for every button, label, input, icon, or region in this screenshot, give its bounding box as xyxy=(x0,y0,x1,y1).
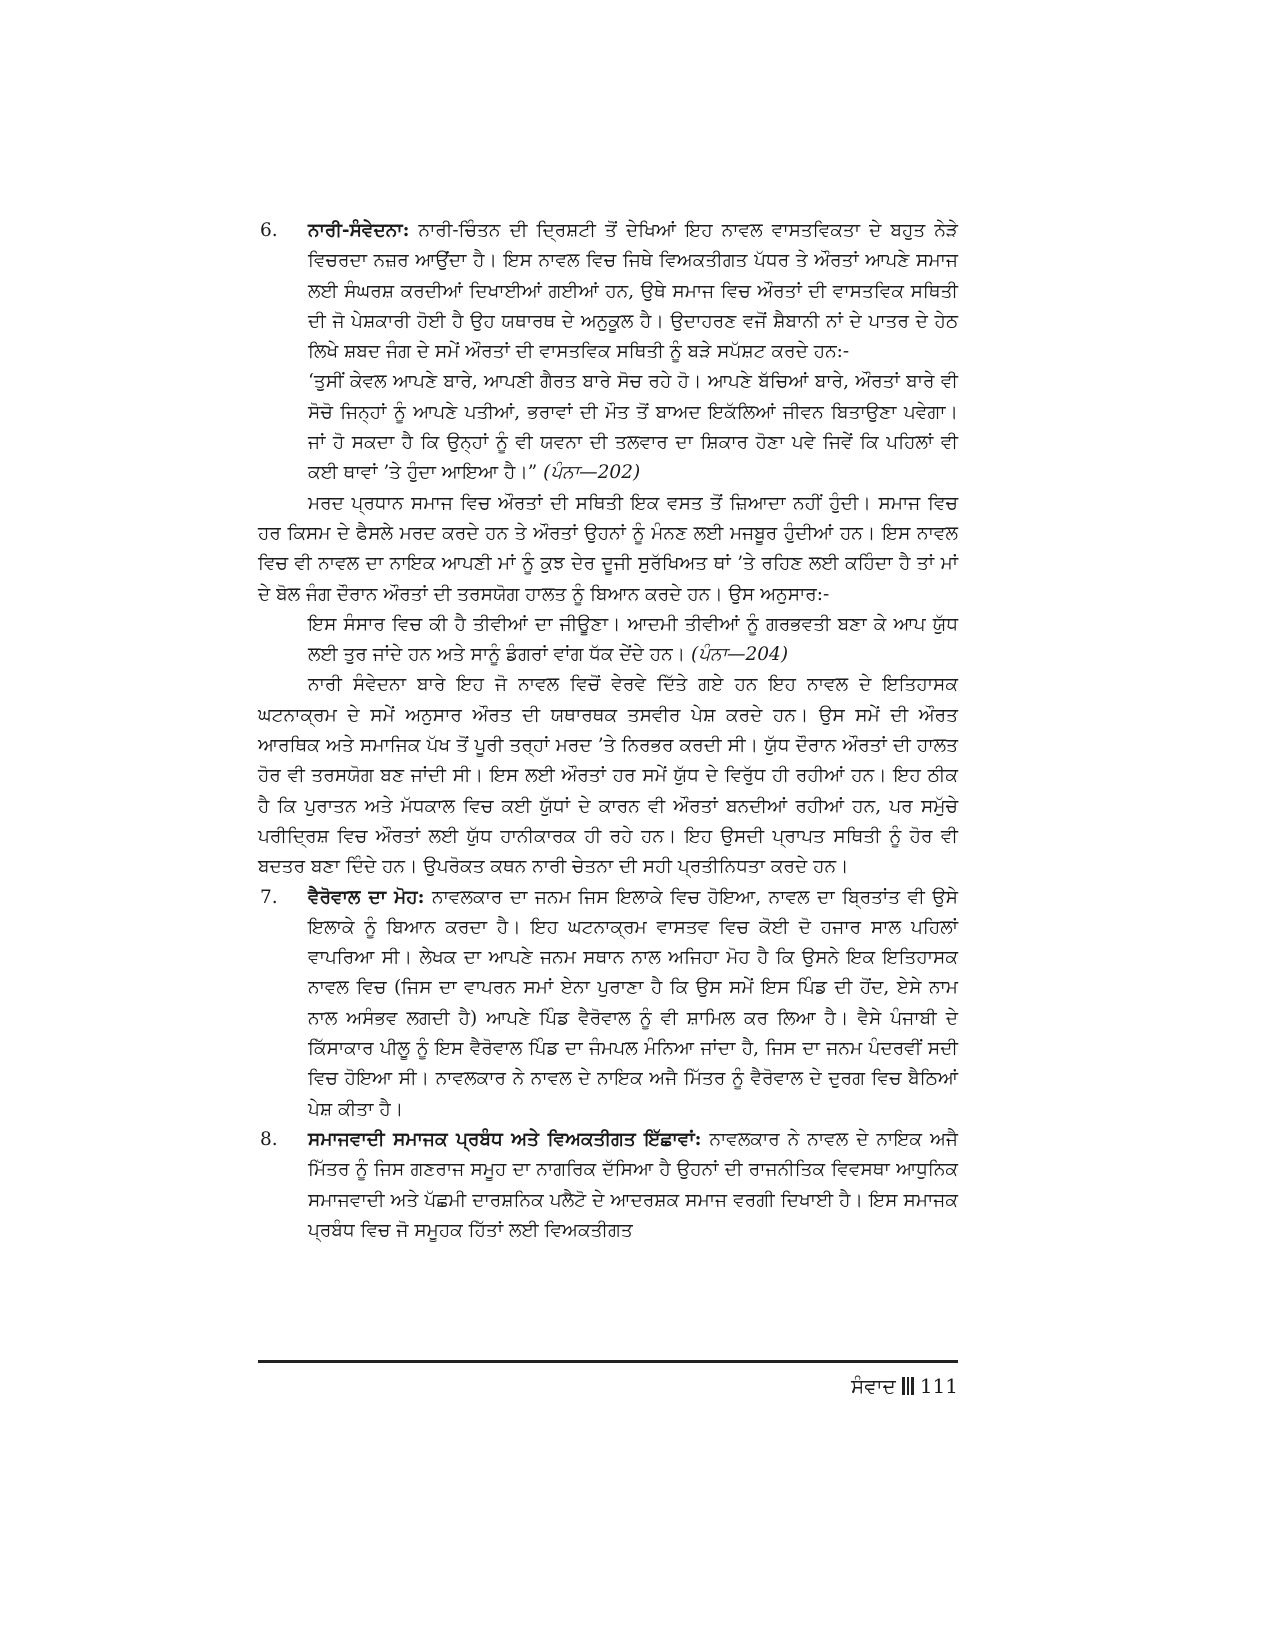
section-number: 8. xyxy=(260,1128,278,1150)
paragraph: ਨਾਰੀ ਸੰਵੇਦਨਾ ਬਾਰੇ ਇਹ ਜੋ ਨਾਵਲ ਵਿਚੋਂ ਵੇਰਵੇ ਦਿੱਤੇ ਗਏ ਹਨ ਇਹ ਨਾਵਲ ਦੇ ਇਤਿਹਾਸਕ ਘਟਨਾਕ੍ਰਮ ਦੇ ਸਮੇਂ ਅਨੁਸਾਰ ਔਰਤ ਦੀ ਯਥਾਰਥਕ ਤਸਵੀਰ ਪੇਸ਼ ਕਰਦੇ ਹਨ। ਉਸ ਸਮੇਂ ਦੀ ਔਰਤ ਆਰਥਿਕ ਅਤੇ ਸਮਾਜਿਕ ਪੱਖ ਤੋਂ ਪੂਰੀ ਤਰ੍ਹਾਂ ਮਰਦ ’ਤੇ ਨਿਰਭਰ ਕਰਦੀ ਸੀ। ਯੁੱਧ ਦੌਰਾਨ ਔਰਤਾਂ ਦੀ ਹਾਲਤ ਹੋਰ ਵੀ ਤਰਸਯੋਗ ਬਣ ਜਾਂਦੀ ਸੀ। ਇਸ ਲਈ ਔਰਤਾਂ ਹਰ ਸਮੇਂ ਯੁੱਧ ਦੇ ਵਿਰੁੱਧ ਹੀ ਰਹੀਆਂ ਹਨ। ਇਹ ਠੀਕ ਹੈ ਕਿ ਪੁਰਾਤਨ ਅਤੇ ਮੱਧਕਾਲ ਵਿਚ ਕਈ ਯੁੱਧਾਂ ਦੇ ਕਾਰਨ ਵੀ ਔਰਤਾਂ ਬਨਦੀਆਂ ਰਹੀਆਂ ਹਨ, ਪਰ ਸਮੁੱਚੇ ਪਰੀਦ੍ਰਿਸ਼ ਵਿਚ ਔਰਤਾਂ ਲਈ ਯੁੱਧ ਹਾਨੀਕਾਰਕ ਹੀ ਰਹੇ ਹਨ। ਇਹ ਉਸਦੀ ਪ੍ਰਾਪਤ ਸਥਿਤੀ ਨੂੰ ਹੋਰ ਵੀ ਬਦਤਰ ਬਣਾ ਦਿੰਦੇ ਹਨ। ਉਪਰੋਕਤ ਕਥਨ ਨਾਰੀ ਚੇਤਨਾ ਦੀ ਸਹੀ ਪ੍ਰਤੀਨਿਧਤਾ ਕਰਦੇ ਹਨ। xyxy=(258,674,958,878)
section-8 xyxy=(258,1125,958,1246)
footer-rule xyxy=(258,1360,958,1363)
page-citation: (ਪੰਨਾ—202) xyxy=(543,462,641,484)
quote-text: ‘ਤੁਸੀਂ ਕੇਵਲ ਆਪਣੇ ਬਾਰੇ, ਆਪਣੀ ਗੈਰਤ ਬਾਰੇ ਸੋਚ ਰਹੇ ਹੋ। ਆਪਣੇ ਬੱਚਿਆਂ ਬਾਰੇ, ਔਰਤਾਂ ਬਾਰੇ ਵੀ ਸੋਚੋ ਜਿਨ੍ਹਾਂ ਨੂੰ ਆਪਣੇ ਪਤੀਆਂ, ਭਰਾਵਾਂ ਦੀ ਮੌਤ ਤੋਂ ਬਾਅਦ ਇਕੱਲਿਆਂ ਜੀਵਨ ਬਿਤਾਉਣਾ ਪਵੇਗਾ। ਜਾਂ ਹੋ ਸਕਦਾ ਹੈ ਕਿ ਉਨ੍ਹਾਂ ਨੂੰ ਵੀ ਯਵਨਾ ਦੀ ਤਲਵਾਰ ਦਾ ਸ਼ਿਕਾਰ ਹੋਣਾ ਪਵੇ ਜਿਵੇਂ ਕਿ ਪਹਿਲਾਂ ਵੀ ਕਈ ਥਾਵਾਂ ’ਤੇ ਹੁੰਦਾ ਆਇਆ ਹੈ।” xyxy=(308,371,958,484)
section-heading: ਵੈਰੋਵਾਲ ਦਾ ਮੋਹ: xyxy=(308,886,425,908)
section-text: ਨਾਵਲਕਾਰ ਦਾ ਜਨਮ ਜਿਸ ਇਲਾਕੇ ਵਿਚ ਹੋਇਆ, ਨਾਵਲ ਦਾ ਬ੍ਰਿਤਾਂਤ ਵੀ ਉਸੇ ਇਲਾਕੇ ਨੂੰ ਬਿਆਨ ਕਰਦਾ ਹੈ। ਇਹ ਘਟਨਾਕ੍ਰਮ ਵਾਸਤਵ ਵਿਚ ਕੋਈ ਦੋ ਹਜਾਰ ਸਾਲ ਪਹਿਲਾਂ ਵਾਪਰਿਆ ਸੀ। ਲੇਖਕ ਦਾ ਆਪਣੇ ਜਨਮ ਸਥਾਨ ਨਾਲ ਅਜਿਹਾ ਮੋਹ ਹੈ ਕਿ ਉਸਨੇ ਇਕ ਇਤਿਹਾਸਕ ਨਾਵਲ ਵਿਚ (ਜਿਸ ਦਾ ਵਾਪਰਨ ਸਮਾਂ ਏਨਾ ਪੁਰਾਣਾ ਹੈ ਕਿ ਉਸ ਸਮੇਂ ਇਸ ਪਿੰਡ ਦੀ ਹੋਂਦ, ਏਸੇ ਨਾਮ ਨਾਲ ਅਸੰਭਵ ਲਗਦੀ ਹੈ) ਆਪਣੇ ਪਿੰਡ ਵੈਰੋਵਾਲ ਨੂੰ ਵੀ ਸ਼ਾਮਿਲ ਕਰ ਲਿਆ ਹੈ। ਵੈਸੇ ਪੰਜਾਬੀ ਦੇ ਕਿੱਸਾਕਾਰ ਪੀਲੂ ਨੂੰ ਇਸ ਵੈਰੋਵਾਲ ਪਿੰਡ ਦਾ ਜੰਮਪਲ ਮੰਨਿਆ ਜਾਂਦਾ ਹੈ, ਜਿਸ ਦਾ ਜਨਮ ਪੰਦਰਵੀਂ ਸਦੀ ਵਿਚ ਹੋਇਆ ਸੀ। ਨਾਵਲਕਾਰ ਨੇ ਨਾਵਲ ਦੇ ਨਾਇਕ ਅਜੈ ਮਿੱਤਰ ਨੂੰ ਵੈਰੋਵਾਲ ਦੇ ਦੁਰਗ ਵਿਚ ਬੈਠਿਆਂ ਪੇਸ਼ ਕੀਤਾ ਹੈ। xyxy=(308,886,958,1120)
section-number: 7. xyxy=(260,886,278,908)
bars-icon xyxy=(902,1377,914,1395)
paragraph: ਮਰਦ ਪ੍ਰਧਾਨ ਸਮਾਜ ਵਿਚ ਔਰਤਾਂ ਦੀ ਸਥਿਤੀ ਇਕ ਵਸਤ ਤੋਂ ਜ਼ਿਆਦਾ ਨਹੀਂ ਹੁੰਦੀ। ਸਮਾਜ ਵਿਚ ਹਰ ਕਿਸਮ ਦੇ ਫੈਸਲੇ ਮਰਦ ਕਰਦੇ ਹਨ ਤੇ ਔਰਤਾਂ ਉਹਨਾਂ ਨੂੰ ਮੰਨਣ ਲਈ ਮਜਬੂਰ ਹੁੰਦੀਆਂ ਹਨ। ਇਸ ਨਾਵਲ ਵਿਚ ਵੀ ਨਾਵਲ ਦਾ ਨਾਇਕ ਆਪਣੀ ਮਾਂ ਨੂੰ ਕੁਝ ਦੇਰ ਦੂਜੀ ਸੁਰੱਖਿਅਤ ਥਾਂ ’ਤੇ ਰਹਿਣ ਲਈ ਕਹਿੰਦਾ ਹੈ ਤਾਂ ਮਾਂ ਦੇ ਬੋਲ ਜੰਗ ਦੌਰਾਨ ਔਰਤਾਂ ਦੀ ਤਰਸਯੋਗ ਹਾਲਤ ਨੂੰ ਬਿਆਨ ਕਰਦੇ ਹਨ। ਉਸ ਅਨੁਸਾਰ:- xyxy=(258,492,958,605)
quote-text: ਇਸ ਸੰਸਾਰ ਵਿਚ ਕੀ ਹੈ ਤੀਵੀਆਂ ਦਾ ਜੀਊਣਾ। ਆਦਮੀ ਤੀਵੀਆਂ ਨੂੰ ਗਰਭਵਤੀ ਬਣਾ ਕੇ ਆਪ ਯੁੱਧ ਲਈ ਤੁਰ ਜਾਂਦੇ ਹਨ ਅਤੇ ਸਾਨੂੰ ਡੰਗਰਾਂ ਵਾਂਗ ਧੱਕ ਦੇਂਦੇ ਹਨ। xyxy=(308,613,958,666)
page-body xyxy=(258,216,958,1246)
section-heading: ਨਾਰੀ-ਸੰਵੇਦਨਾ: xyxy=(308,220,410,241)
block-quote xyxy=(258,610,958,671)
section-heading: ਸਮਾਜਵਾਦੀ ਸਮਾਜਕ ਪ੍ਰਬੰਧ ਅਤੇ ਵਿਅਕਤੀਗਤ ਇੱਛਾਵਾਂ: xyxy=(308,1128,702,1150)
section-text: ਨਾਵਲਕਾਰ ਨੇ ਨਾਵਲ ਦੇ ਨਾਇਕ ਅਜੈ ਮਿੱਤਰ ਨੂੰ ਜਿਸ ਗਣਰਾਜ ਸਮੂਹ ਦਾ ਨਾਗਰਿਕ ਦੱਸਿਆ ਹੈ ਉਹਨਾਂ ਦੀ ਰਾਜਨੀਤਿਕ ਵਿਵਸਥਾ ਆਧੁਨਿਕ ਸਮਾਜਵਾਦੀ ਅਤੇ ਪੱਛਮੀ ਦਾਰਸ਼ਨਿਕ ਪਲੈਟੋ ਦੇ ਆਦਰਸ਼ਕ ਸਮਾਜ ਵਰਗੀ ਦਿਖਾਈ ਹੈ। ਇਸ ਸਮਾਜਕ ਪ੍ਰਬੰਧ ਵਿਚ ਜੋ ਸਮੂਹਕ ਹਿੱਤਾਂ ਲਈ ਵਿਅਕਤੀਗਤ xyxy=(308,1128,958,1241)
page-number: 111 xyxy=(919,1374,958,1398)
block-quote xyxy=(258,367,958,488)
journal-name: ਸੰਵਾਦ xyxy=(851,1374,896,1398)
page-footer xyxy=(851,1372,958,1400)
section-6 xyxy=(258,216,958,367)
section-text: ਨਾਰੀ-ਚਿੰਤਨ ਦੀ ਦ੍ਰਿਸ਼ਟੀ ਤੋਂ ਦੇਖਿਆਂ ਇਹ ਨਾਵਲ ਵਾਸਤਵਿਕਤਾ ਦੇ ਬਹੁਤ ਨੇੜੇ ਵਿਚਰਦਾ ਨਜ਼ਰ ਆਉਂਦਾ ਹੈ। ਇਸ ਨਾਵਲ ਵਿਚ ਜਿਥੇ ਵਿਅਕਤੀਗਤ ਪੱਧਰ ਤੇ ਔਰਤਾਂ ਆਪਣੇ ਸਮਾਜ ਲਈ ਸੰਘਰਸ਼ ਕਰਦੀਆਂ ਦਿਖਾਈਆਂ ਗਈਆਂ ਹਨ, ਉਥੇ ਸਮਾਜ ਵਿਚ ਔਰਤਾਂ ਦੀ ਵਾਸਤਵਿਕ ਸਥਿਤੀ ਦੀ ਜੋ ਪੇਸ਼ਕਾਰੀ ਹੋਈ ਹੈ ਉਹ ਯਥਾਰਥ ਦੇ ਅਨੁਕੂਲ ਹੈ। ਉਦਾਹਰਣ ਵਜੋਂ ਸ਼ੈਬਾਨੀ ਨਾਂ ਦੇ ਪਾਤਰ ਦੇ ਹੇਠ ਲਿਖੇ ਸ਼ਬਦ ਜੰਗ ਦੇ ਸਮੇਂ ਔਰਤਾਂ ਦੀ ਵਾਸਤਵਿਕ ਸਥਿਤੀ ਨੂੰ ਬੜੇ ਸਪੱਸ਼ਟ ਕਰਦੇ ਹਨ:- xyxy=(308,220,958,363)
section-number: 6. xyxy=(260,220,278,241)
section-7 xyxy=(258,883,958,1125)
page-citation: (ਪੰਨਾ—204) xyxy=(691,644,789,666)
